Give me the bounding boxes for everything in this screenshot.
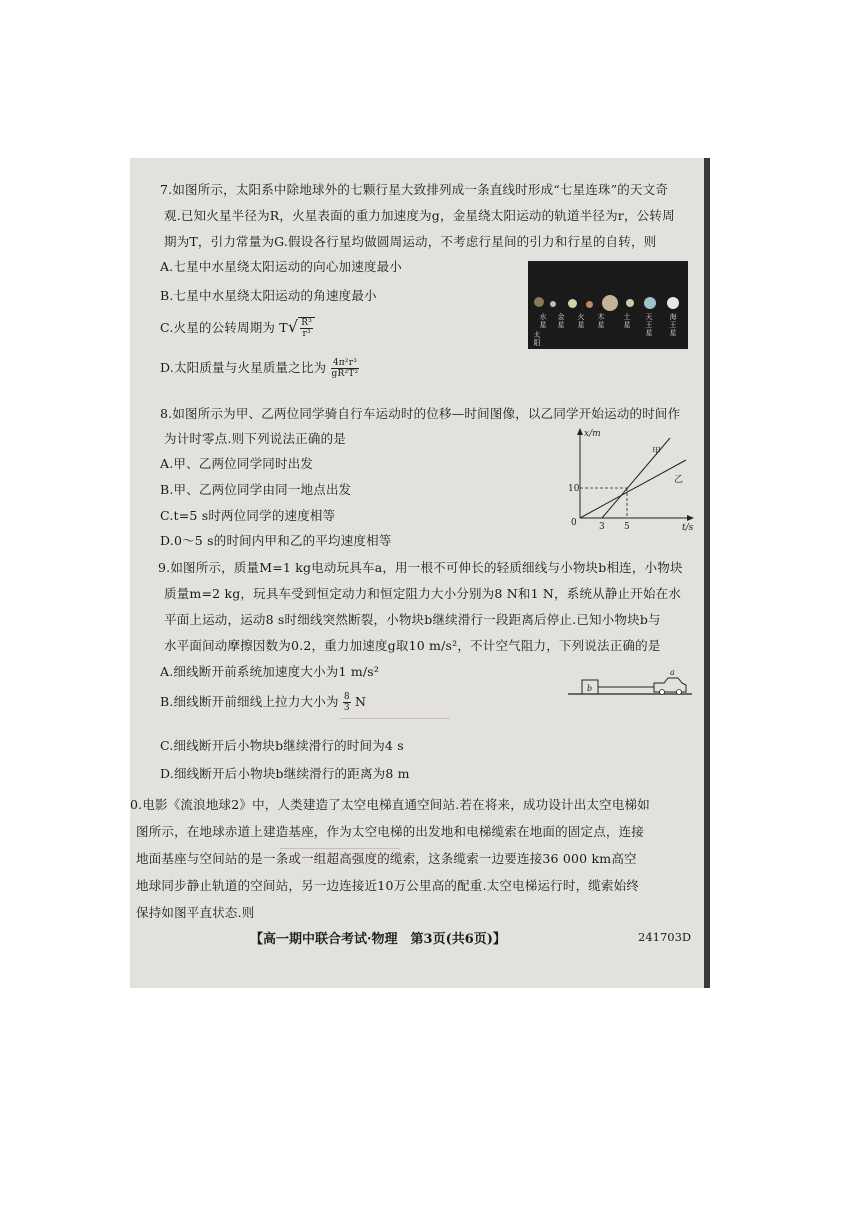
sun-label: 太阳 [533, 331, 541, 347]
q9-option-c: C.细线断开后小物块b继续滑行的时间为4 s [160, 738, 404, 753]
q9-car-wheel-2 [677, 690, 682, 695]
q9-option-b [160, 692, 366, 713]
bleed-through-mark-1 [340, 718, 450, 719]
q9-stem-line-3: 平面上运动，运动8 s时细线突然断裂，小物块b继续滑行一段距离后停止.已知小物块b与 [164, 612, 661, 627]
q8-stem-line-2: 为计时零点.则下列说法正确的是 [164, 431, 346, 446]
q9-stem-line-4: 水平面间动摩擦因数为0.2，重力加速度g取10 m/s²，不计空气阻力，下列说法正确的是 [164, 638, 661, 653]
planet-dot-7 [667, 297, 679, 309]
planet-dot-1 [550, 301, 556, 307]
q9-stem-line-1: 9.如图所示，质量M=1 kg电动玩具车a，用一根不可伸长的轻质细线与小物块b相连，小物块 [158, 560, 683, 575]
q9-option-b-text: B.细线断开前细线上拉力大小为 [160, 694, 339, 709]
planet-dot-3 [586, 301, 593, 308]
q9-stem-line-2: 质量m=2 kg，玩具车受到恒定动力和恒定阻力大小分别为8 N和1 N，系统从静止开始在水 [164, 586, 682, 601]
q10-stem-line-3: 地面基座与空间站的是一条或一组超高强度的缆索，这条缆索一边要连接36 000 km高空 [136, 851, 637, 866]
planet-label-2: 金星 [557, 313, 565, 329]
exam-page [130, 158, 710, 988]
q8-option-b: B.甲、乙两位同学由同一地点出发 [160, 482, 352, 497]
q7-option-c-T: T [279, 320, 288, 335]
planet-alignment-photo [528, 261, 688, 349]
planet-label-4: 木星 [597, 313, 605, 329]
q7-stem-line-3: 期为T，引力常量为G.假设各行星均做圆周运动，不考虑行星间的引力和行星的自转，则 [164, 234, 657, 249]
planet-label-7: 海王星 [669, 313, 677, 337]
q8-line-yi [580, 460, 686, 518]
bleed-through-mark-2 [280, 848, 400, 849]
planet-dot-5 [626, 299, 634, 307]
q7-option-a: A.七星中水星绕太阳运动的向心加速度最小 [160, 259, 403, 274]
q7-stem-line-2: 观.已知火星半径为R，火星表面的重力加速度为g，金星绕太阳运动的轨道半径为r，公转周 [164, 208, 675, 223]
q8-origin: 0 [571, 518, 577, 528]
q8-option-a: A.甲、乙两位同学同时出发 [160, 456, 314, 471]
q9-b-unit: N [354, 694, 367, 709]
q9-car-a [654, 678, 686, 692]
q7-d-den: gR²T² [331, 369, 359, 379]
q8-label-jia: 甲 [652, 447, 662, 457]
q10-stem-line-1: 0.电影《流浪地球2》中，人类建造了太空电梯直通空间站.若在将来，成功设计出太空电梯如 [130, 797, 650, 812]
q8-y-arrow [577, 428, 583, 435]
q8-xtick-3: 3 [599, 522, 605, 532]
q7-option-c-text: C.火星的公转周期为 [160, 320, 276, 335]
exam-code: 241703D [638, 930, 692, 944]
planet-label-6: 天王星 [645, 313, 653, 337]
q10-stem-line-4: 地球同步静止轨道的空间站，另一边连接近10万公里高的配重.太空电梯运行时，缆索始终 [136, 878, 640, 893]
q7-sqrt [298, 317, 315, 339]
q8-xt-graph [568, 426, 698, 536]
planet-dot-2 [568, 299, 577, 308]
q7-d-num: 4π²r³ [331, 358, 360, 369]
q8-stem-line-1: 8.如图所示为甲、乙两位同学骑自行车运动时的位移—时间图像，以乙同学开始运动的时间作 [160, 406, 681, 421]
q7-option-c: C.火星的公转周期为 T√ $\frac{\text{R³}}{\text{r³}}$ [160, 317, 315, 339]
q7-option-d-text: D.太阳质量与火星质量之比为 [160, 360, 327, 375]
q9-label-b: b [587, 684, 593, 693]
q10-stem-line-2: 图所示，在地球赤道上建造基座，作为太空电梯的出发地和电梯缆索在地面的固定点，连接 [136, 824, 645, 839]
q8-option-c: C.t=5 s时两位同学的速度相等 [160, 508, 336, 523]
q7-c-den: r³ [302, 329, 311, 339]
planet-label-5: 土星 [623, 313, 631, 329]
q7-option-d [160, 358, 359, 379]
q9-option-a: A.细线断开前系统加速度大小为1 m/s² [160, 664, 380, 679]
q7-option-b: B.七星中水星绕太阳运动的角速度最小 [160, 288, 377, 303]
planet-dot-6 [644, 297, 656, 309]
page-footer: 【高一期中联合考试·物理 第3页(共6页)】 [250, 932, 506, 947]
q7-c-num: R³ [301, 318, 313, 328]
q9-b-num: 8 [343, 692, 350, 702]
q9-label-a: a [670, 668, 675, 677]
sun-glow [534, 297, 544, 307]
q8-option-d: D.0～5 s的时间内甲和乙的平均速度相等 [160, 533, 392, 548]
planet-label-3: 火星 [577, 313, 585, 329]
q8-xlabel: t/s [682, 523, 694, 533]
planet-label-1: 水星 [539, 313, 547, 329]
q8-xtick-5: 5 [624, 522, 630, 532]
q9-toy-car-figure [566, 668, 696, 700]
q9-car-wheel-1 [660, 690, 665, 695]
q8-ylabel: x/m [584, 429, 601, 439]
q9-b-den: 3 [343, 703, 350, 713]
q8-label-yi: 乙 [674, 475, 684, 485]
planet-dot-4 [602, 295, 618, 311]
q7-stem-line-1: 7.如图所示，太阳系中除地球外的七颗行星大致排列成一条直线时形成“七星连珠”的天文奇 [160, 182, 669, 197]
q8-ytick: 10 [568, 484, 580, 494]
q10-stem-line-5: 保持如图平直状态.则 [136, 905, 255, 920]
q8-x-arrow [687, 515, 694, 521]
q9-option-d: D.细线断开后小物块b继续滑行的距离为8 m [160, 766, 410, 781]
